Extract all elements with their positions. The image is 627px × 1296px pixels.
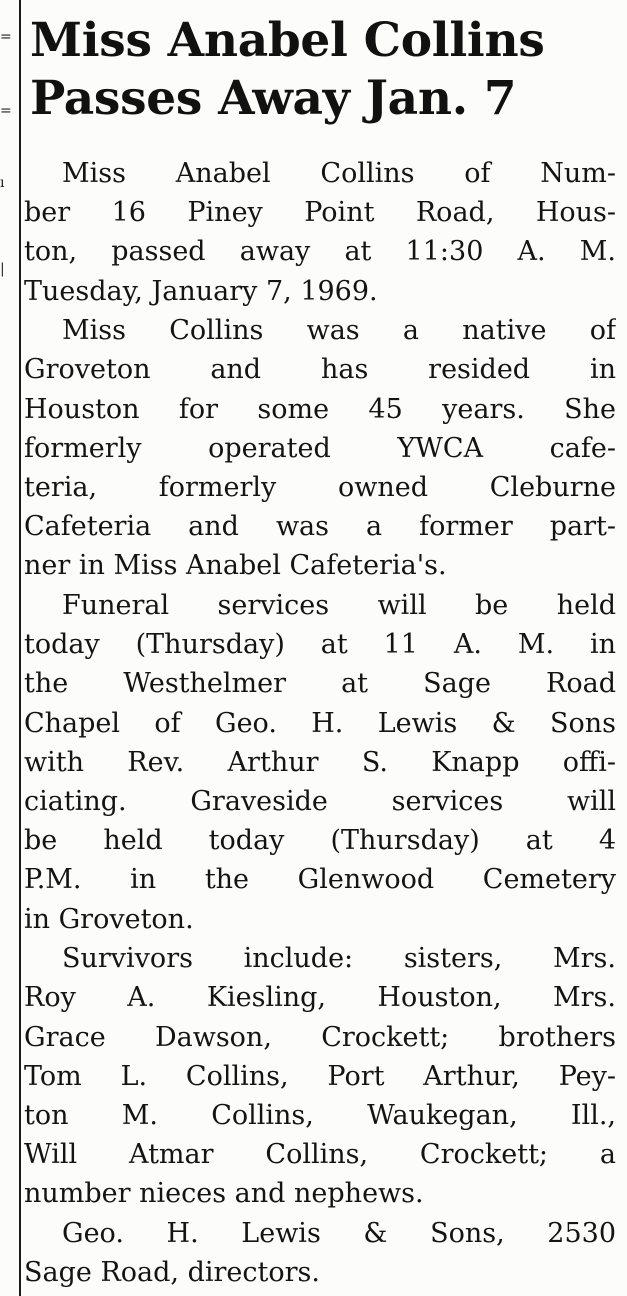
text-line: Geo. H. Lewis & Sons, 2530 [62, 1218, 616, 1250]
edge-mark: = [0, 103, 12, 119]
text-line: Sage Road, directors. [24, 1257, 320, 1289]
text-line: Grace Dawson, Crockett; brothers [24, 1021, 616, 1053]
text-line: Groveton and has resided in [24, 354, 616, 386]
text-line: Funeral services will be held [62, 590, 616, 622]
text-line: Tuesday, January 7, 1969. [24, 275, 378, 307]
headline-line-1: Miss Anabel Collins [30, 13, 545, 68]
text-line: today (Thursday) at 11 A. M. in [24, 629, 616, 661]
text-line: Houston for some 45 years. She [24, 393, 616, 425]
paragraph-funeral-services [24, 586, 616, 939]
text-line: in Groveton. [24, 903, 194, 935]
paragraph-death-notice [24, 154, 616, 311]
text-line: Cafeteria and was a former part- [24, 511, 616, 543]
edge-mark: = [0, 29, 12, 45]
paragraph-biography [24, 311, 616, 585]
paragraph-survivors [24, 939, 616, 1213]
text-line: Tom L. Collins, Port Arthur, Pey- [24, 1060, 616, 1092]
text-line: ber 16 Piney Point Road, Hous- [24, 197, 616, 229]
text-line: ner in Miss Anabel Cafeteria's. [24, 550, 447, 582]
text-line: Survivors include: sisters, Mrs. [62, 943, 616, 975]
text-line: number nieces and nephews. [24, 1178, 424, 1210]
text-line: P.M. in the Glenwood Cemetery [24, 864, 616, 896]
text-line: ciating. Graveside services will [24, 786, 616, 817]
text-line: teria, formerly owned Cleburne [24, 472, 616, 503]
text-line: Miss Collins was a native of [62, 315, 616, 347]
text-line: be held today (Thursday) at 4 [24, 825, 616, 857]
text-line: ton, passed away at 11:30 A. M. [24, 236, 616, 268]
edge-mark: ı [0, 175, 5, 191]
article-body [24, 154, 616, 1293]
headline-line-2: Passes Away Jan. 7 [30, 71, 517, 126]
edge-mark: | [0, 261, 5, 277]
text-line: ton M. Collins, Waukegan, Ill., [24, 1100, 616, 1131]
text-line: Miss Anabel Collins of Num- [62, 158, 616, 189]
column-rule [19, 0, 21, 1296]
paragraph-directors [24, 1214, 616, 1292]
text-line: the Westhelmer at Sage Road [24, 668, 616, 700]
headline [30, 12, 620, 128]
text-line: with Rev. Arthur S. Knapp offi- [24, 746, 616, 778]
text-line: Will Atmar Collins, Crockett; a [24, 1139, 616, 1171]
text-line: Chapel of Geo. H. Lewis & Sons [24, 707, 616, 739]
text-line: formerly operated YWCA cafe- [24, 432, 616, 464]
text-line: Roy A. Kiesling, Houston, Mrs. [24, 982, 616, 1014]
